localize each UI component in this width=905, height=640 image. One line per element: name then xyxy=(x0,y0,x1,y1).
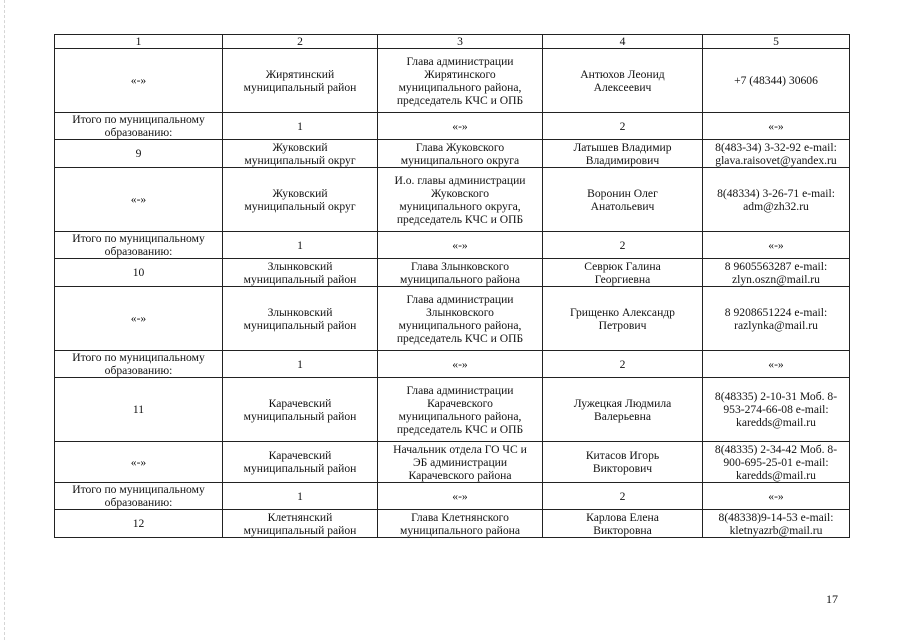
municipality-cell xyxy=(223,49,378,113)
cell-line: «-» xyxy=(768,238,784,252)
cell-line: zlyn.oszn@mail.ru xyxy=(732,272,820,286)
cell-line: +7 (48344) 30606 xyxy=(734,74,818,87)
cell-line: Викторович xyxy=(592,462,653,475)
cell-line: karedds@mail.ru xyxy=(736,468,816,482)
number-cell xyxy=(55,510,223,538)
name-cell xyxy=(543,442,703,483)
name-cell xyxy=(543,49,703,113)
cell-line: «-» xyxy=(130,455,147,469)
cell-line: «-» xyxy=(768,357,784,371)
cell-line: Итого по муниципальному xyxy=(72,113,205,126)
contact-cell xyxy=(703,168,850,232)
cell-line: Глава Жуковского xyxy=(415,140,505,154)
cell-line: kletnyazrb@mail.ru xyxy=(729,523,823,537)
table-row xyxy=(55,113,850,140)
cell-line: 953-274-66-08 e-mail: xyxy=(723,403,829,416)
number-cell xyxy=(55,140,223,168)
column-number: 1 xyxy=(55,35,223,49)
cell-line: Лужецкая Людмила xyxy=(573,396,672,410)
column-number: 5 xyxy=(703,35,850,49)
municipality-cell xyxy=(223,232,378,259)
cell-line: председатель КЧС и ОПБ xyxy=(396,93,524,107)
cell-line: Клетнянский xyxy=(267,510,333,524)
cell-line: председатель КЧС и ОПБ xyxy=(396,331,524,345)
table-row xyxy=(55,287,850,351)
name-cell xyxy=(543,168,703,232)
cell-line: Карлова Елена xyxy=(586,510,659,524)
cell-line: 11 xyxy=(132,403,145,416)
cell-line: 8(48335) 2-10-31 Моб. 8- xyxy=(714,390,838,403)
cell-line: Итого по муниципальному xyxy=(72,351,205,364)
table-row xyxy=(55,442,850,483)
municipality-cell xyxy=(223,378,378,442)
cell-line: «-» xyxy=(452,489,468,503)
contact-cell xyxy=(703,483,850,510)
position-cell xyxy=(378,259,543,287)
municipality-cell xyxy=(223,510,378,538)
number-cell xyxy=(55,113,223,140)
cell-line: Карачевский xyxy=(268,396,332,410)
table-body xyxy=(55,35,850,538)
cell-line: 1 xyxy=(297,357,303,371)
name-cell xyxy=(543,351,703,378)
table-row xyxy=(55,483,850,510)
cell-line: Жирятинский xyxy=(265,67,335,81)
cell-line: Глава Клетнянского xyxy=(411,510,509,524)
contact-cell xyxy=(703,287,850,351)
table-row xyxy=(55,168,850,232)
cell-line: Итого по муниципальному xyxy=(72,483,205,496)
number-cell xyxy=(55,232,223,259)
contact-cell xyxy=(703,49,850,113)
cell-line: razlynka@mail.ru xyxy=(734,318,818,332)
cell-line: муниципальный район xyxy=(243,318,357,332)
cell-line: «-» xyxy=(768,489,784,503)
cell-line: Георгиевна xyxy=(594,272,651,286)
cell-line: «-» xyxy=(130,312,147,325)
cell-line: 2 xyxy=(619,238,626,252)
municipality-cell xyxy=(223,140,378,168)
number-cell xyxy=(55,483,223,510)
cell-line: 8(483-34) 3-32-92 e-mail: xyxy=(715,140,837,154)
name-cell xyxy=(543,510,703,538)
cell-line: adm@zh32.ru xyxy=(743,199,809,213)
cell-line: Итого по муниципальному xyxy=(72,232,205,245)
name-cell xyxy=(543,378,703,442)
municipality-cell xyxy=(223,113,378,140)
cell-line: И.о. главы администрации xyxy=(394,173,526,187)
contact-cell xyxy=(703,259,850,287)
name-cell xyxy=(543,113,703,140)
contact-cell xyxy=(703,351,850,378)
cell-line: glava.raisovet@yandex.ru xyxy=(715,153,837,167)
number-cell xyxy=(55,259,223,287)
number-cell xyxy=(55,378,223,442)
position-cell xyxy=(378,140,543,168)
contact-cell xyxy=(703,232,850,259)
municipality-cell xyxy=(223,168,378,232)
contact-cell xyxy=(703,140,850,168)
position-cell xyxy=(378,168,543,232)
cell-line: муниципального района, xyxy=(398,80,522,94)
number-cell xyxy=(55,168,223,232)
table-row xyxy=(55,259,850,287)
column-number: 4 xyxy=(543,35,703,49)
cell-line: Злынковский xyxy=(267,259,333,273)
cell-line: Жирятинского xyxy=(424,67,496,81)
cell-line: Антюхов Леонид xyxy=(580,67,665,81)
cell-line: Викторовна xyxy=(593,523,652,537)
municipality-cell xyxy=(223,442,378,483)
cell-line: Жуковского xyxy=(430,186,490,200)
cell-line: 2 xyxy=(619,489,626,503)
cell-line: Алексеевич xyxy=(593,80,652,94)
cell-line: 8 9208651224 e-mail: xyxy=(724,305,828,319)
page-number: 17 xyxy=(826,592,838,606)
cell-line: муниципального района xyxy=(400,272,520,286)
cell-line: председатель КЧС и ОПБ xyxy=(396,212,524,226)
cell-line: председатель КЧС и ОПБ xyxy=(396,422,524,436)
cell-line: муниципального округа, xyxy=(399,199,521,213)
cell-line: образованию: xyxy=(104,364,173,377)
cell-line: 9 xyxy=(135,147,142,160)
cell-line: 900-695-25-01 e-mail: xyxy=(723,455,829,469)
cell-line: «-» xyxy=(130,74,147,87)
municipality-cell xyxy=(223,259,378,287)
table-row xyxy=(55,351,850,378)
cell-line: Глава администрации xyxy=(406,54,514,68)
cell-line: 8 9605563287 e-mail: xyxy=(724,259,828,273)
cell-line: Карачевского xyxy=(427,396,493,410)
cell-line: образованию: xyxy=(104,126,173,139)
cell-line: Севрюк Галина xyxy=(584,259,661,273)
number-cell xyxy=(55,442,223,483)
cell-line: муниципального района, xyxy=(398,318,522,332)
column-number: 2 xyxy=(223,35,378,49)
table-row xyxy=(55,140,850,168)
cell-line: Глава администрации xyxy=(406,383,514,397)
cell-line: «-» xyxy=(768,119,784,133)
number-cell xyxy=(55,287,223,351)
position-cell xyxy=(378,232,543,259)
cell-line: «-» xyxy=(452,357,468,371)
contact-cell xyxy=(703,442,850,483)
cell-line: 10 xyxy=(132,266,145,279)
name-cell xyxy=(543,232,703,259)
position-cell xyxy=(378,113,543,140)
scan-edge-line xyxy=(4,0,5,640)
contact-cell xyxy=(703,113,850,140)
table-row xyxy=(55,49,850,113)
name-cell xyxy=(543,259,703,287)
cell-line: муниципального района xyxy=(400,523,520,537)
cell-line: образованию: xyxy=(104,496,173,509)
cell-line: Злынковский xyxy=(267,305,333,319)
position-cell xyxy=(378,483,543,510)
cell-line: 2 xyxy=(619,357,626,371)
cell-line: Китасов Игорь xyxy=(585,449,660,462)
cell-line: Воронин Олег xyxy=(587,186,658,200)
position-cell xyxy=(378,442,543,483)
municipality-cell xyxy=(223,287,378,351)
column-number: 3 xyxy=(378,35,543,49)
cell-line: 12 xyxy=(132,517,145,530)
municipality-cell xyxy=(223,351,378,378)
cell-line: Жуковский xyxy=(272,186,328,200)
cell-line: муниципальный район xyxy=(243,272,357,286)
cell-line: муниципальный район xyxy=(243,523,357,537)
cell-line: муниципального района, xyxy=(398,409,522,423)
name-cell xyxy=(543,140,703,168)
name-cell xyxy=(543,287,703,351)
cell-line: 1 xyxy=(297,238,303,252)
cell-line: Карачевского района xyxy=(408,468,512,482)
cell-line: ЭБ администрации xyxy=(412,455,508,469)
number-cell xyxy=(55,351,223,378)
cell-line: муниципальный округ xyxy=(244,199,356,213)
table-row xyxy=(55,510,850,538)
cell-line: «-» xyxy=(452,238,468,252)
cell-line: 8(48334) 3-26-71 e-mail: xyxy=(717,186,835,200)
cell-line: муниципальный район xyxy=(243,462,357,475)
cell-line: Злынковского xyxy=(426,305,494,319)
table-row xyxy=(55,232,850,259)
column-number-row xyxy=(55,35,850,49)
cell-line: Валерьевна xyxy=(594,409,651,423)
table-row xyxy=(55,378,850,442)
cell-line: муниципальный округ xyxy=(244,153,356,167)
position-cell xyxy=(378,378,543,442)
cell-line: 1 xyxy=(297,119,303,133)
cell-line: 1 xyxy=(297,489,303,503)
cell-line: муниципальный район xyxy=(243,409,357,423)
cell-line: Жуковский xyxy=(272,140,328,154)
cell-line: Карачевский xyxy=(268,449,332,462)
cell-line: Грищенко Александр xyxy=(570,305,675,319)
municipality-cell xyxy=(223,483,378,510)
contacts-table xyxy=(54,34,850,538)
cell-line: муниципальный район xyxy=(243,80,357,94)
position-cell xyxy=(378,287,543,351)
cell-line: 8(48335) 2-34-42 Моб. 8- xyxy=(714,442,838,456)
cell-line: karedds@mail.ru xyxy=(736,416,816,429)
cell-line: 2 xyxy=(619,119,626,133)
cell-line: Начальник отдела ГО ЧС и xyxy=(393,442,527,456)
cell-line: «-» xyxy=(130,193,147,206)
cell-line: Глава Злынковского xyxy=(410,259,510,273)
position-cell xyxy=(378,49,543,113)
contact-cell xyxy=(703,510,850,538)
cell-line: Владимирович xyxy=(585,153,660,167)
cell-line: 8(48338)9-14-53 e-mail: xyxy=(718,510,834,524)
cell-line: Латышев Владимир xyxy=(573,140,672,154)
position-cell xyxy=(378,351,543,378)
cell-line: образованию: xyxy=(104,245,173,258)
cell-line: «-» xyxy=(452,119,468,133)
cell-line: Глава администрации xyxy=(406,292,514,306)
cell-line: муниципального округа xyxy=(400,153,520,167)
contact-cell xyxy=(703,378,850,442)
position-cell xyxy=(378,510,543,538)
cell-line: Петрович xyxy=(598,318,647,332)
cell-line: Анатольевич xyxy=(590,199,655,213)
name-cell xyxy=(543,483,703,510)
number-cell xyxy=(55,49,223,113)
